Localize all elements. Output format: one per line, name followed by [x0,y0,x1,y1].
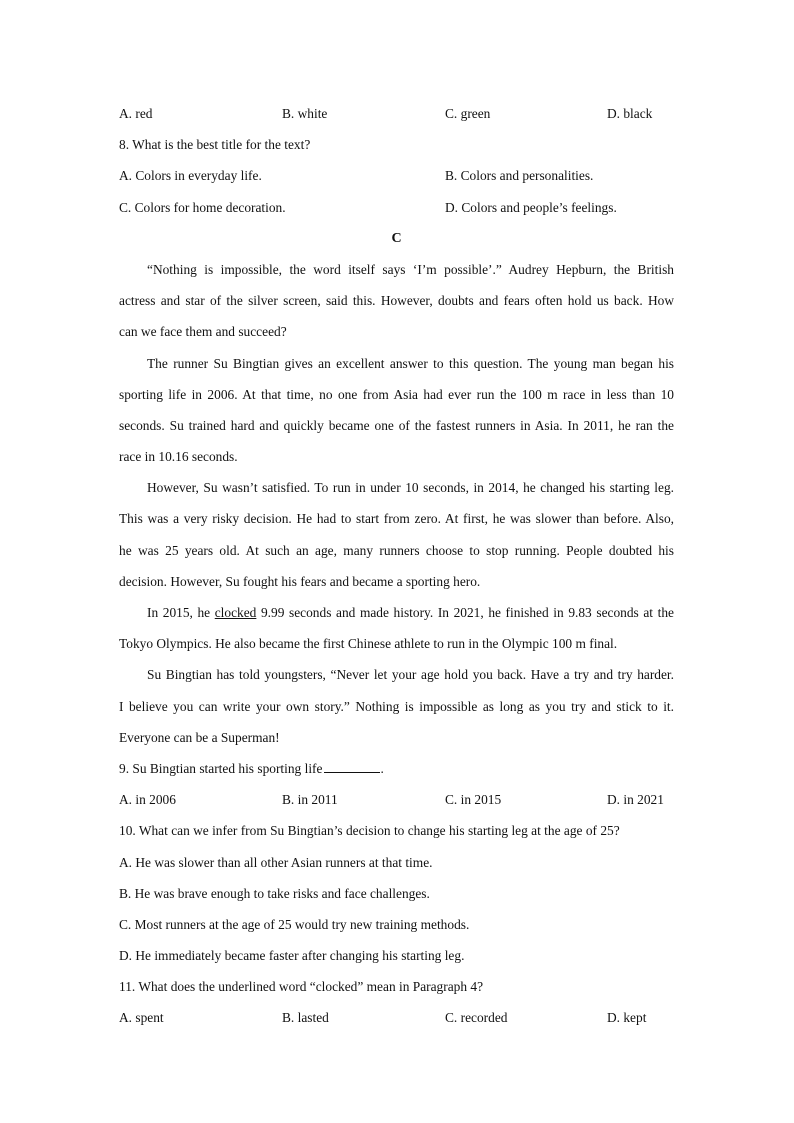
p4-text-before: In 2015, he [147,605,215,620]
passage-line: race in 10.16 seconds. [119,449,238,465]
q8-options-row-1 [119,160,674,191]
q10-option-c: C. Most runners at the age of 25 would try new training methods. [119,916,470,932]
q8-option-b: B. Colors and personalities. [445,168,594,184]
passage-line: actress and star of the silver screen, said this. However, doubts and fears often hold us back. How [119,293,674,309]
q9-stem [119,753,674,784]
q11-option-d: D. kept [607,1010,647,1026]
q7-option-d: D. black [607,106,653,121]
q8-stem: 8. What is the best title for the text? [119,137,311,153]
passage-line: Everyone can be a Superman! [119,729,280,745]
q10-option-d: D. He immediately became faster after changing his starting leg. [119,948,465,964]
passage-paragraph-5 [119,659,674,753]
passage-line: Tokyo Olympics. He also became the first Chinese athlete to run in the Olympic 100 m final. [119,636,618,652]
q10-option-a: A. He was slower than all other Asian runners at that time. [119,854,433,870]
q9-options [119,784,674,815]
passage-paragraph-3 [119,472,674,597]
passage-line: This was a very risky decision. He had to start from zero. At first, he was slower than before. Also, [119,511,674,527]
passage-line: can we face them and succeed? [119,324,287,340]
p4-text-after: 9.99 seconds and made history. In 2021, he finished in 9.83 seconds at the [256,605,674,620]
passage-paragraph-2 [119,348,674,473]
q8-option-a: A. Colors in everyday life. [119,168,262,184]
passage-line: However, Su wasn’t satisfied. To run in under 10 seconds, in 2014, he changed his starting leg. [147,480,674,496]
passage-line: sporting life in 2006. At that time, no one from Asia had ever run the 100 m race in less than 10 [119,386,674,402]
document-page [119,98,674,1034]
q11-options [119,1002,674,1033]
q8-option-c: C. Colors for home decoration. [119,199,286,215]
q8-option-d: D. Colors and people’s feelings. [445,199,617,215]
q8-options-row-2 [119,192,674,223]
q10-option-b: B. He was brave enough to take risks and face challenges. [119,885,430,901]
q10-stem: 10. What can we infer from Su Bingtian’s decision to change his starting leg at the age of 25? [119,823,620,839]
passage-line: he was 25 years old. At such an age, many runners choose to stop running. People doubted his [119,542,674,558]
underlined-word-clocked: clocked [214,605,257,620]
passage-line: Su Bingtian has told youngsters, “Never let your age hold you back. Have a try and try harder. [147,667,674,683]
q9-option-c: C. in 2015 [445,792,502,808]
q11-stem: 11. What does the underlined word “clocked” mean in Paragraph 4? [119,979,484,995]
q11-option-b: B. lasted [282,1010,329,1026]
passage-paragraph-4 [119,597,674,659]
passage-paragraph-1 [119,254,674,348]
answer-blank[interactable] [324,760,380,773]
passage-line: The runner Su Bingtian gives an excellent answer to this question. The young man began his [147,355,674,371]
q7-options [119,98,674,129]
q9-stem-end: . [380,760,384,776]
q7-option-c: C. green [445,106,491,121]
q9-option-d: D. in 2021 [607,792,664,808]
q9-stem-text: 9. Su Bingtian started his sporting life [119,760,323,776]
q9-option-b: B. in 2011 [282,792,338,808]
q7-option-a: A. red [119,106,153,121]
q9-option-a: A. in 2006 [119,792,176,808]
q7-option-b: B. white [282,106,328,121]
passage-line: I believe you can write your own story.” Nothing is impossible as long as you try and stick to it. [119,698,674,714]
passage-line: decision. However, Su fought his fears and became a sporting hero. [119,573,481,589]
passage-line: seconds. Su trained hard and quickly became one of the fastest runners in Asia. In 2011, he ran the [119,417,674,433]
passage-line: “Nothing is impossible, the word itself says ‘I’m possible’.” Audrey Hepburn, the British [147,261,674,277]
q11-option-a: A. spent [119,1010,164,1026]
section-title: C [391,230,402,246]
passage-line [119,597,674,628]
q11-option-c: C. recorded [445,1010,508,1026]
